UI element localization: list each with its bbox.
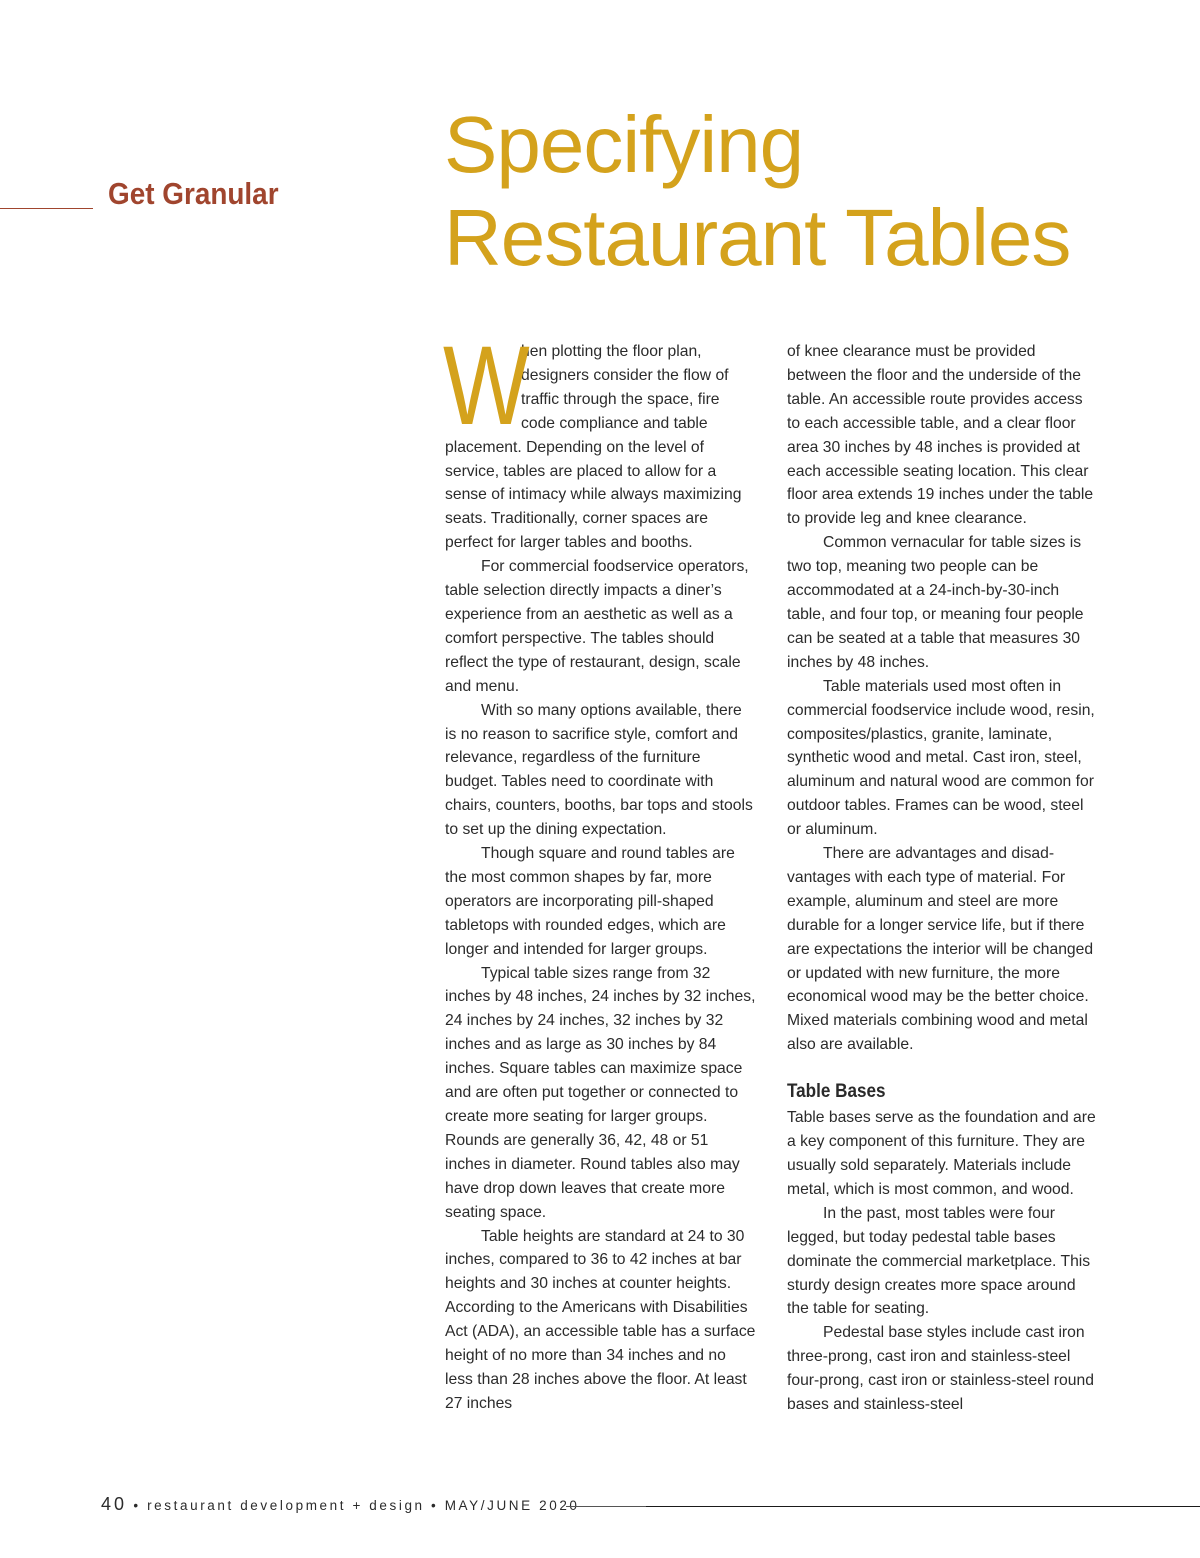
- article-title-line-1: Specifying: [444, 100, 804, 189]
- paragraph: Table materials used most often in commercial foodservice include wood, resin, composites/plastics, granite, laminate, synthetic wood and metal. Cast iron, steel, aluminum and natural wood are common for outdoor tables. Frames can be wood, steel or aluminum.: [787, 677, 1095, 839]
- page-number: 40: [101, 1494, 128, 1514]
- paragraph: Though square and round tables are the most common shapes by far, more operators are incorporating pill-shaped tabletops with rounded edges, which are longer and intended for larger groups.: [445, 845, 735, 958]
- body-column-1: [443, 323, 757, 1416]
- paragraph: For commercial foodservice operators, table selection directly impacts a diner’s experience from an aesthetic as well as a comfort perspective. The tables should reflect the type of restaurant, design, scale and menu.: [445, 558, 749, 695]
- article-title: [444, 98, 1070, 284]
- paragraph: of knee clearance must be provided between the floor and the underside of the table. An accessible route provides access to each accessible table, and a clear floor area 30 inches by 48 inches is provided at each accessible seating location. This clear floor area extends 19 inches under the table to provide leg and knee clearance.: [787, 343, 1094, 528]
- paragraph: There are advantages and disadvantages with each type of material. For example, aluminum and steel are more durable for a longer service life, but if there are expectations the interior will be changed or updated with new furniture, the more economical wood may be the better choice. Mixed materials combining wood and metal also are available.: [787, 845, 1094, 1054]
- paragraph: Common vernacular for table sizes is two top, meaning two people can be accommodated at a 24-inch-by-30-inch table, and four top, or meaning four people can be seated at a table that measures 30 inches by 48 inches.: [787, 534, 1084, 671]
- section-label: Get Granular: [108, 176, 279, 211]
- paragraph: Typical table sizes range from 32 inches by 48 inches, 24 inches by 32 inches, 24 inches by 24 inches, 32 inches by 32 inches and as large as 30 inches by 84 inches. Square tables can maximize space and are often put together or connected to create more seating for larger groups. Rounds are generally 36, 42, 48 or 51 inches in diameter. Round tables also may have drop down leaves that create more seating space.: [445, 964, 756, 1221]
- page-footer: [101, 1494, 580, 1515]
- drop-cap: W: [443, 323, 530, 448]
- footer-rule-thin: [566, 1506, 646, 1507]
- paragraph: Pedestal base styles include cast iron three-prong, cast iron and stainless-steel four-prong, cast iron or stainless-steel round bases and stainless-steel: [787, 1324, 1094, 1414]
- paragraph: With so many options available, there is no reason to sacrifice style, comfort and relevance, regardless of the furniture budget. Tables need to coordinate with chairs, counters, booths, bar tops and stools to set up the dining expectation.: [445, 701, 753, 839]
- article-title-line-2: Restaurant Tables: [444, 193, 1071, 282]
- subheading: Table Bases: [787, 1081, 886, 1103]
- section-rule: [0, 208, 93, 209]
- paragraph: [443, 323, 757, 555]
- paragraph: Table heights are standard at 24 to 30 inches, compared to 36 to 42 inches at bar heights and 30 inches at counter heights. According to the Americans with Disabilities Act (ADA), an accessible table has a surface height of no more than 34 inches and no less than 28 inches above the floor. At least 27 inches: [445, 1227, 756, 1412]
- footer-rule: [646, 1506, 1200, 1507]
- paragraph: In the past, most tables were four legged, but today pedestal table bases dominate the commercial marketplace. This sturdy design creates more space around the table for seating.: [787, 1204, 1091, 1318]
- paragraph: Table bases serve as the foundation and are a key component of this furniture. They are usually sold separately. Materials include metal, which is most common, and wood.: [787, 1109, 1096, 1198]
- body-column-2: [787, 340, 1097, 1417]
- publication-line: • restaurant development + design • MAY/JUNE 2020: [133, 1498, 580, 1513]
- paragraph-text: hen plotting the floor plan, designers consider the flow of traffic through the space, fire code compliance and table placement. Depending on the level of service, tables are placed to allow for a sense of intimacy while always maximizing seats. Traditionally, corner spaces are perfect for larger tables and booths.: [445, 343, 742, 552]
